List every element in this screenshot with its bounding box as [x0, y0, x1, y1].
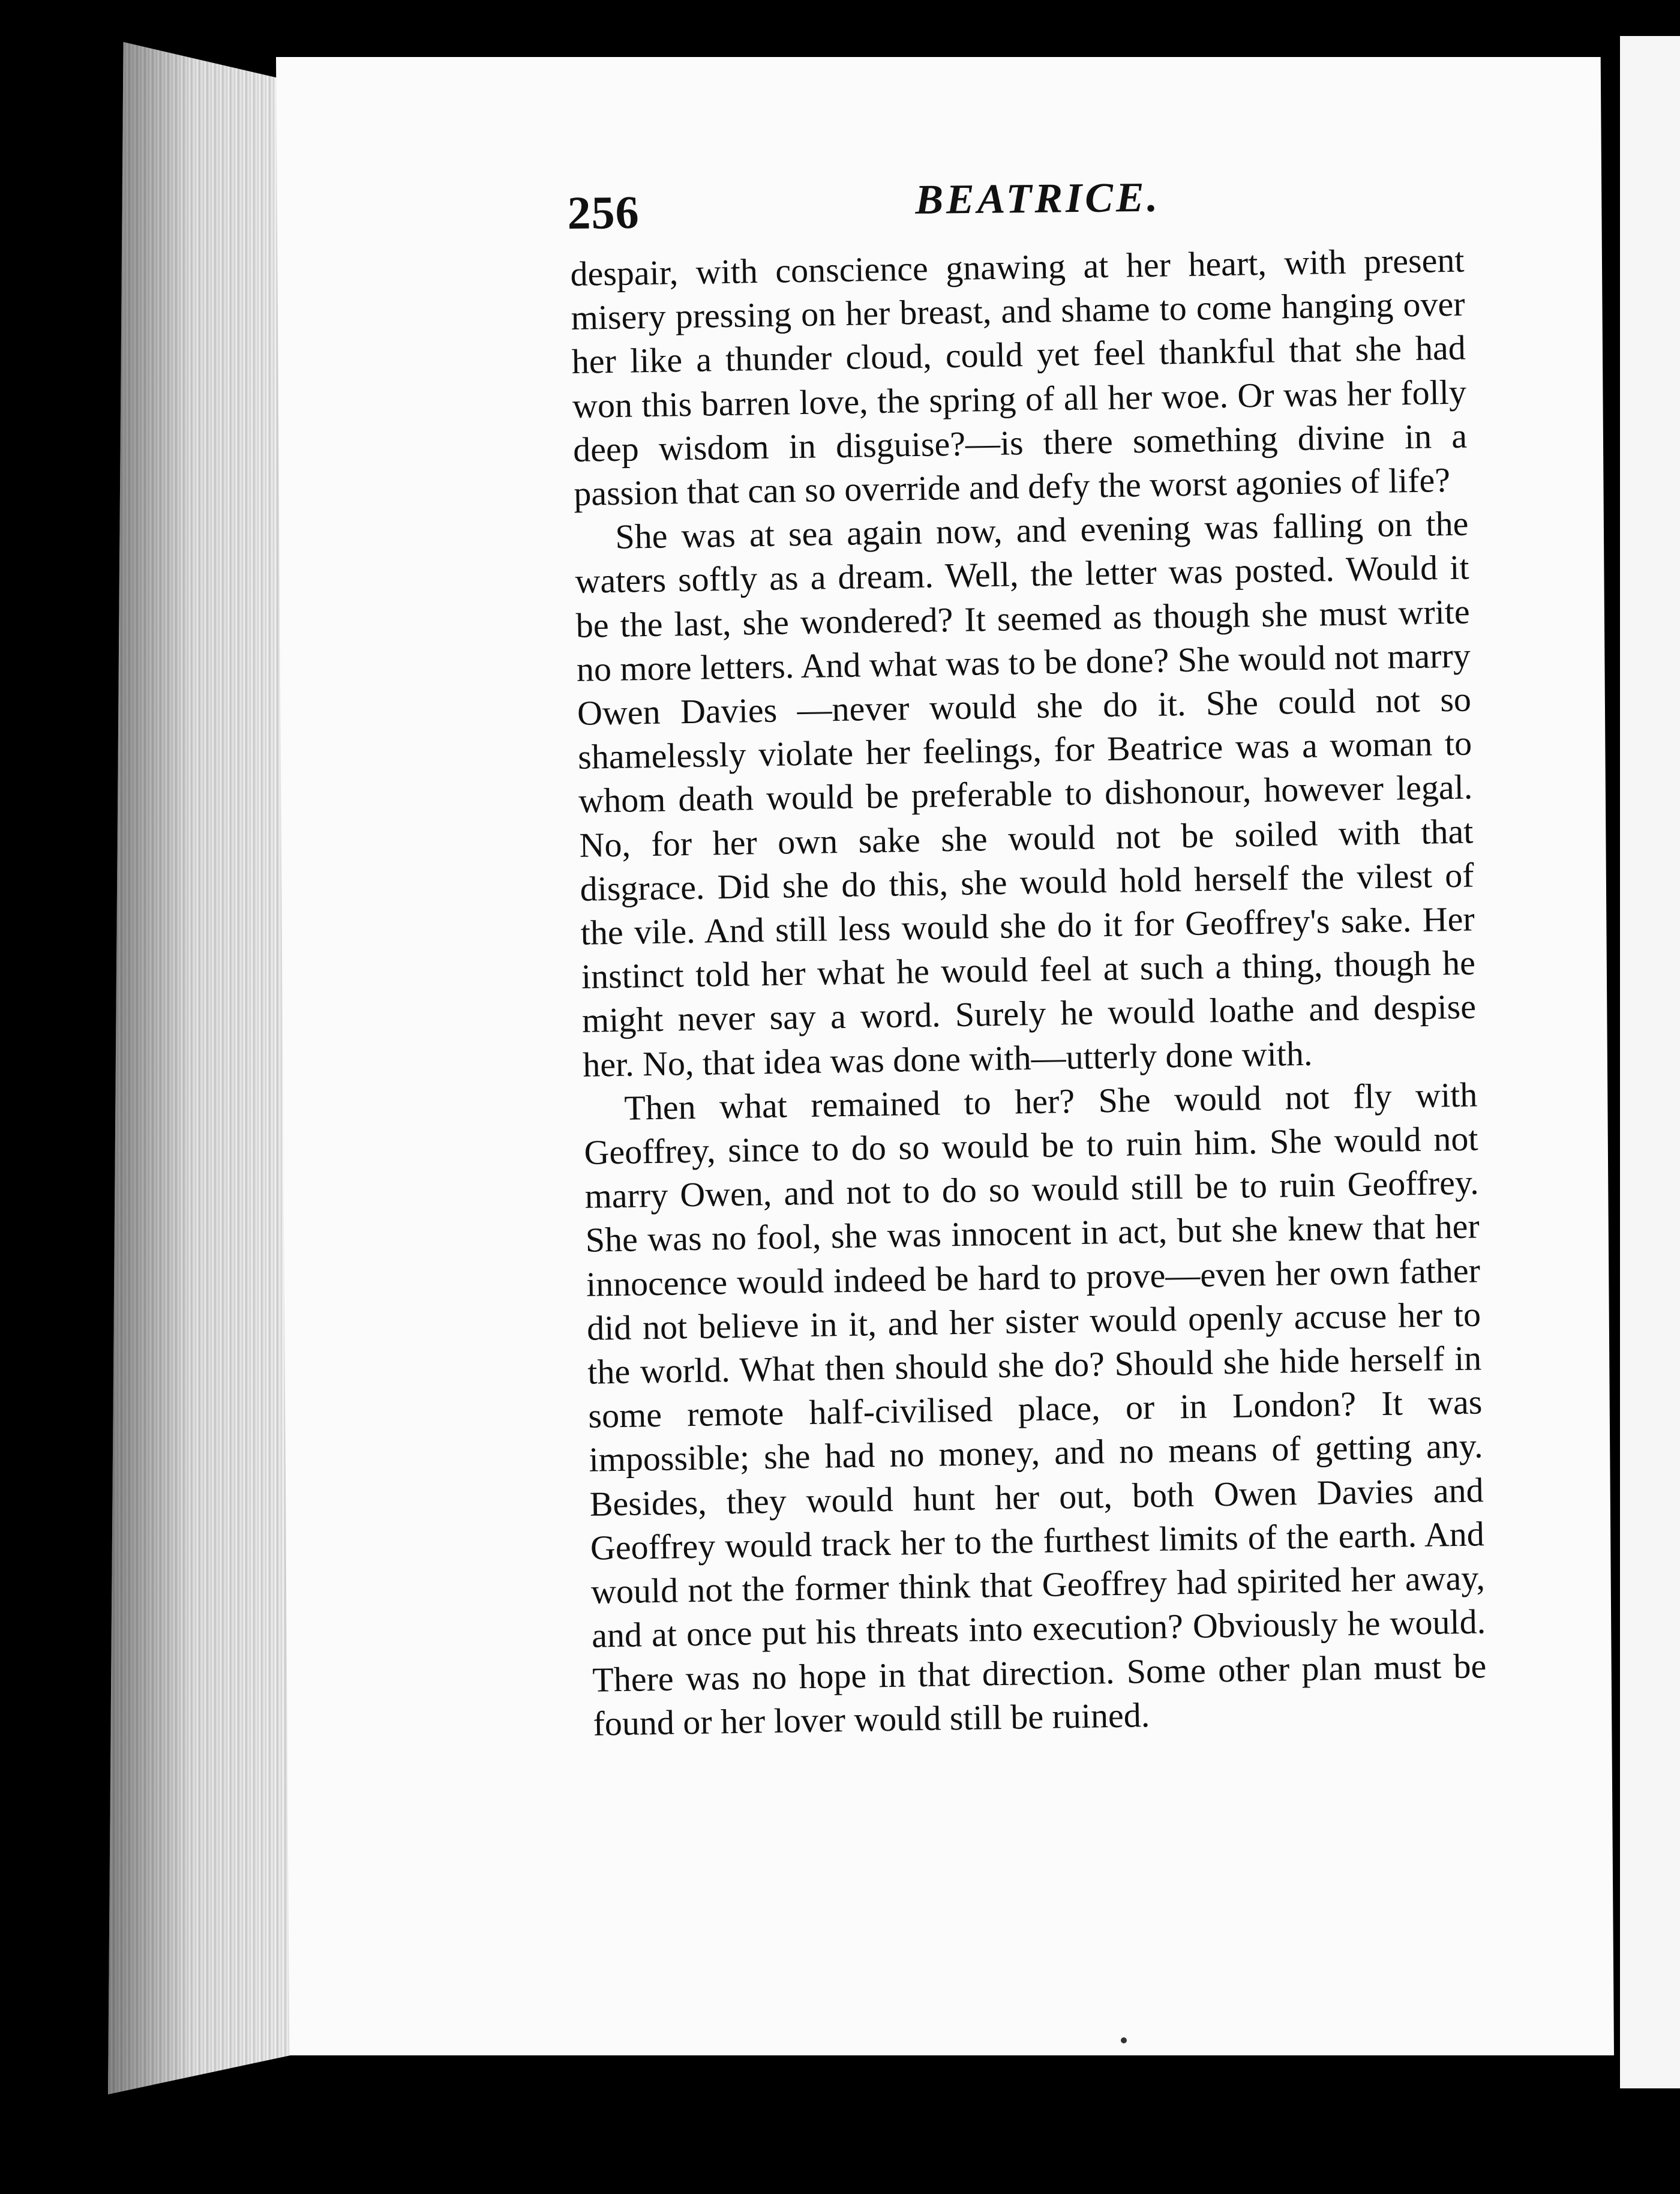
- page-number: 256: [567, 185, 640, 239]
- page-header: [567, 168, 1680, 246]
- paragraph-3: Then what remained to her? She would not fly with Geoffrey, since to do so would be to ruin him. She would not marry Owen, and not to do so would still be to ruin Geoffrey. She was no fool, she was innocent in act, but she knew that her innocence would indeed be hard to prove—even her own father did not believe in it, and her sister would openly accuse her to the world. What then should she do? Should she hide herself in some remote half-civilised place, or in London? It was impossible; she had no money, and no means of getting any. Besides, they would hunt her out, both Owen Davies and Geoffrey would track her to the furthest limits of the earth. And would not the former think that Geoffrey had spirited her away, and at once put his threats into execution? Obviously he would. There was no hope in that direction. Some other plan must be found or her lover would still be ruined.: [584, 1075, 1487, 1743]
- ink-speck: [1121, 2037, 1127, 2043]
- running-head: BEATRICE.: [914, 174, 1161, 223]
- book-page-edges: [108, 42, 300, 2094]
- body-text: [570, 238, 1487, 1746]
- paragraph-2: She was at sea again now, and evening was falling on the waters softly as a dream. Well, the letter was posted. Would it be the last, she wondered? It seemed as though she must write no more letters. And what was to be done? She would not marry Owen Davies —never would she do it. She could not so shamelessly violate her feelings, for Beatrice was a woman to whom death would be preferable to dishonour, however legal. No, for her own sake she would not be soiled with that disgrace. Did she do this, she would hold herself the vilest of the vile. And still less would she do it for Geoffrey's sake. Her instinct told her what he would feel at such a thing, though he might never say a word. Surely he would loathe and despise her. No, that idea was done with—utterly done with.: [575, 503, 1477, 1084]
- paragraph-1: despair, with conscience gnawing at her heart, with present misery pressing on her breast, and shame to come hanging over her like a thunder cloud, could yet feel thankful that she had won this barren love, the spring of all her woe. Or was her folly deep wisdom in disguise?—is there something divine in a passion that can so override and defy the worst agonies of life?: [570, 240, 1468, 513]
- facing-page-edge: [1620, 36, 1680, 2088]
